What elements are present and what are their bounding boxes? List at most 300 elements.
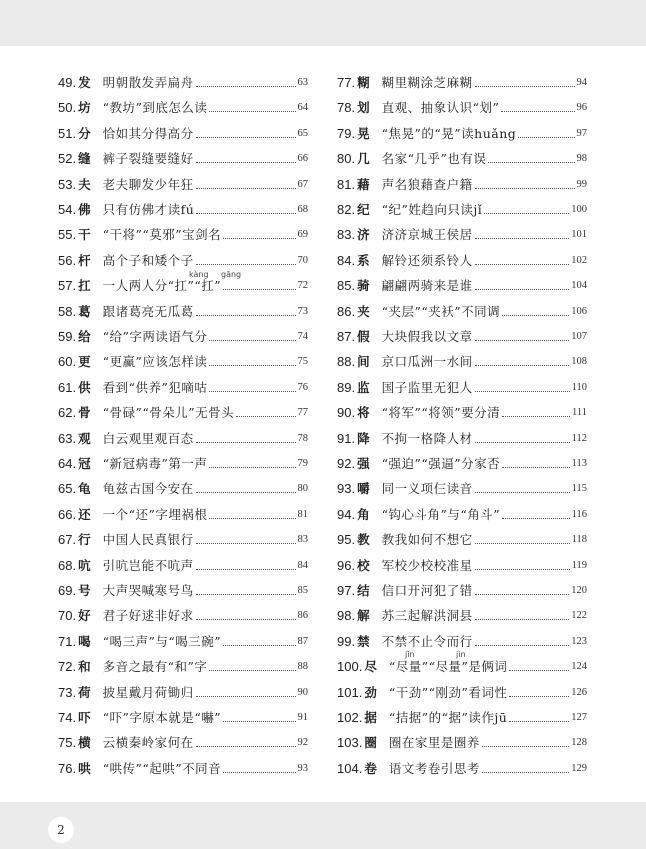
entry-page-number: 78 bbox=[297, 432, 308, 444]
toc-entry[interactable] bbox=[337, 580, 587, 600]
toc-entry[interactable] bbox=[337, 123, 587, 143]
entry-page-number: 104 bbox=[571, 280, 587, 292]
entry-character: 禁 bbox=[357, 633, 370, 649]
entry-page-number: 94 bbox=[576, 77, 587, 88]
entry-page-number: 75 bbox=[297, 356, 308, 368]
entry-title: 君子好逑非好求 bbox=[102, 608, 194, 624]
entry-title: 不拘一格降人材 bbox=[381, 430, 473, 446]
toc-entry[interactable] bbox=[337, 377, 587, 397]
dot-leader bbox=[196, 137, 296, 138]
dot-leader bbox=[475, 289, 570, 290]
entry-character: 监 bbox=[357, 379, 370, 395]
entry-character: 解 bbox=[357, 608, 370, 624]
toc-entry[interactable] bbox=[337, 707, 587, 727]
entry-page-number: 81 bbox=[297, 508, 308, 520]
entry-page-number: 77 bbox=[297, 407, 308, 419]
entry-character: 吭 bbox=[78, 557, 91, 573]
entry-page-number: 108 bbox=[571, 356, 587, 368]
entry-number: 64. bbox=[58, 456, 77, 471]
toc-entry[interactable] bbox=[58, 631, 308, 651]
toc-entry[interactable] bbox=[337, 224, 587, 244]
entry-title: 苏三起解洪洞县 bbox=[381, 608, 473, 624]
entry-character: 还 bbox=[78, 506, 91, 522]
dot-leader bbox=[196, 86, 296, 87]
entry-page-number: 122 bbox=[571, 610, 587, 622]
entry-title: “纪”姓趋向只读jǐ bbox=[381, 202, 483, 217]
entry-character: 夹 bbox=[357, 303, 370, 319]
toc-entry[interactable] bbox=[58, 707, 308, 727]
entry-title: 济济京城王侯居 bbox=[381, 227, 473, 243]
dot-leader bbox=[196, 569, 296, 570]
entry-character: 喝 bbox=[78, 633, 91, 649]
toc-entry[interactable] bbox=[337, 428, 587, 448]
entry-title: 大块假我以文章 bbox=[381, 329, 473, 344]
entry-number: 49. bbox=[58, 75, 77, 90]
toc-entry[interactable] bbox=[337, 732, 587, 752]
entry-number: 62. bbox=[58, 405, 77, 421]
entry-character: 给 bbox=[78, 329, 91, 344]
toc-entry[interactable] bbox=[58, 72, 308, 92]
entry-title: 解铃还须系铃人 bbox=[381, 252, 473, 268]
toc-entry[interactable] bbox=[58, 275, 308, 295]
toc-entry[interactable] bbox=[58, 682, 308, 702]
entry-number: 95. bbox=[337, 532, 356, 548]
toc-entry[interactable] bbox=[337, 174, 587, 194]
toc-entry[interactable] bbox=[337, 631, 587, 651]
entry-number: 73. bbox=[58, 684, 77, 700]
toc-entry[interactable] bbox=[337, 275, 587, 295]
entry-page-number: 64 bbox=[297, 102, 308, 114]
entry-page-number: 73 bbox=[297, 305, 308, 317]
entry-number: 60. bbox=[58, 354, 77, 370]
entry-page-number: 128 bbox=[571, 737, 587, 749]
entry-character: 骨 bbox=[78, 405, 91, 421]
entry-page-number: 66 bbox=[297, 153, 308, 165]
entry-title: “尽量”“尽量”是俩词 bbox=[388, 659, 508, 675]
dot-leader bbox=[196, 594, 296, 595]
entry-character: 纪 bbox=[357, 202, 370, 217]
entry-title: 只有仿佛才读fú bbox=[102, 202, 195, 217]
dot-leader bbox=[475, 264, 570, 265]
entry-number: 103. bbox=[337, 735, 363, 751]
dot-leader bbox=[475, 543, 570, 544]
entry-number: 65. bbox=[58, 481, 77, 497]
toc-entry[interactable] bbox=[337, 402, 587, 422]
entry-number: 76. bbox=[58, 760, 77, 776]
entry-page-number: 107 bbox=[571, 331, 587, 342]
dot-leader bbox=[475, 619, 570, 620]
entry-number: 57. bbox=[58, 278, 77, 294]
entry-title: 声名狼藉查户籍 bbox=[381, 176, 473, 192]
toc-entry[interactable] bbox=[337, 555, 587, 575]
dot-leader bbox=[475, 492, 570, 493]
toc-entry[interactable] bbox=[337, 97, 587, 117]
dot-leader bbox=[475, 569, 570, 570]
toc-entry[interactable] bbox=[58, 224, 308, 244]
entry-title: 圈在家里是圈养 bbox=[388, 735, 480, 751]
dot-leader bbox=[518, 137, 574, 138]
entry-page-number: 91 bbox=[297, 712, 308, 723]
dot-leader bbox=[223, 772, 295, 773]
entry-page-number: 126 bbox=[571, 686, 587, 698]
toc-entry[interactable] bbox=[337, 148, 587, 168]
dot-leader bbox=[502, 467, 569, 468]
entry-character: 将 bbox=[357, 405, 370, 421]
toc-entry[interactable] bbox=[337, 478, 587, 498]
dot-leader bbox=[209, 670, 295, 671]
dot-leader bbox=[482, 746, 569, 747]
entry-page-number: 86 bbox=[297, 610, 308, 622]
toc-entry[interactable] bbox=[58, 428, 308, 448]
toc-entry[interactable] bbox=[337, 250, 587, 270]
toc-entry[interactable] bbox=[58, 148, 308, 168]
entry-character: 更 bbox=[78, 354, 91, 370]
entry-number: 63. bbox=[58, 430, 77, 446]
dot-leader bbox=[196, 264, 296, 265]
toc-entry[interactable] bbox=[337, 605, 587, 625]
entry-character: 教 bbox=[357, 532, 370, 548]
toc-entry[interactable] bbox=[58, 504, 308, 524]
entry-character: 卷 bbox=[364, 760, 377, 776]
entry-character: 间 bbox=[357, 354, 370, 370]
toc-entry[interactable] bbox=[58, 174, 308, 194]
toc-entry[interactable] bbox=[337, 199, 587, 219]
entry-title: 披星戴月荷锄归 bbox=[102, 684, 194, 700]
entry-title: 恰如其分得高分 bbox=[102, 125, 194, 141]
entry-number: 80. bbox=[337, 151, 356, 167]
dot-leader bbox=[502, 416, 570, 417]
entry-number: 84. bbox=[337, 252, 356, 268]
entry-page-number: 70 bbox=[297, 254, 308, 266]
entry-character: 结 bbox=[357, 583, 370, 598]
dot-leader bbox=[475, 340, 570, 341]
entry-number: 93. bbox=[337, 481, 356, 497]
toc-entry[interactable] bbox=[58, 555, 308, 575]
entry-page-number: 112 bbox=[571, 432, 587, 444]
entry-page-number: 101 bbox=[571, 229, 587, 241]
entry-character: 和 bbox=[78, 659, 91, 675]
entry-page-number: 99 bbox=[576, 178, 587, 190]
dot-leader bbox=[209, 391, 295, 392]
toc-entry[interactable] bbox=[58, 656, 308, 676]
entry-character: 好 bbox=[78, 608, 91, 624]
entry-character: 糊 bbox=[357, 75, 370, 90]
toc-entry[interactable] bbox=[58, 732, 308, 752]
entry-number: 83. bbox=[337, 227, 356, 243]
entry-number: 82. bbox=[337, 202, 356, 217]
entry-character: 嚼 bbox=[357, 481, 370, 497]
entry-title: “钩心斗角”与“角斗” bbox=[381, 506, 501, 522]
entry-page-number: 84 bbox=[297, 559, 308, 571]
entry-number: 71. bbox=[58, 633, 77, 649]
dot-leader bbox=[509, 670, 569, 671]
entry-character: 冠 bbox=[78, 456, 91, 471]
toc-entry[interactable] bbox=[58, 97, 308, 117]
dot-leader bbox=[502, 315, 569, 316]
dot-leader bbox=[209, 340, 295, 341]
dot-leader bbox=[475, 188, 575, 189]
entry-number: 72. bbox=[58, 659, 77, 675]
toc-entry[interactable] bbox=[58, 199, 308, 219]
entry-title: “更赢”应该怎样读 bbox=[102, 354, 208, 370]
toc-entry[interactable] bbox=[337, 758, 587, 778]
entry-number: 90. bbox=[337, 405, 356, 421]
entry-title: 看到“供养”犯嘀咕 bbox=[102, 379, 208, 395]
entry-page-number: 80 bbox=[297, 483, 308, 495]
toc-entry[interactable] bbox=[337, 682, 587, 702]
dot-leader bbox=[196, 619, 296, 620]
dot-leader bbox=[475, 365, 570, 366]
entry-title: 云横秦岭家何在 bbox=[102, 735, 194, 751]
entry-number: 56. bbox=[58, 252, 77, 268]
entry-character: 劲 bbox=[364, 684, 377, 700]
entry-number: 98. bbox=[337, 608, 356, 624]
entry-character: 济 bbox=[357, 227, 370, 243]
entry-character: 哄 bbox=[78, 760, 91, 776]
entry-page-number: 116 bbox=[571, 508, 587, 520]
entry-character: 扛 bbox=[78, 278, 91, 294]
toc-entry[interactable] bbox=[337, 351, 587, 371]
dot-leader bbox=[509, 721, 569, 722]
dot-leader bbox=[475, 442, 570, 443]
entry-page-number: 92 bbox=[297, 737, 308, 749]
entry-number: 94. bbox=[337, 506, 356, 522]
toc-entry[interactable] bbox=[337, 301, 587, 321]
entry-title: 直观、抽象认识“划” bbox=[381, 100, 500, 116]
entry-number: 91. bbox=[337, 430, 356, 446]
toc-entry[interactable] bbox=[58, 453, 308, 473]
entry-page-number: 123 bbox=[571, 635, 587, 647]
dot-leader bbox=[509, 696, 569, 697]
dot-leader bbox=[196, 162, 296, 163]
entry-number: 59. bbox=[58, 329, 77, 344]
toc-entry[interactable] bbox=[58, 123, 308, 143]
entry-page-number: 67 bbox=[297, 178, 308, 190]
toc-entry[interactable] bbox=[58, 758, 308, 778]
entry-title: “吓”字原本就是“嚇” bbox=[102, 710, 222, 725]
entry-title: 多音之最有“和”字 bbox=[102, 659, 208, 675]
entry-number: 55. bbox=[58, 227, 77, 243]
entry-page-number: 113 bbox=[571, 458, 587, 469]
entry-title: 大声哭喊寒号鸟 bbox=[102, 583, 194, 598]
entry-character: 荷 bbox=[78, 684, 91, 700]
entry-page-number: 129 bbox=[571, 762, 587, 774]
entry-title: 糊里糊涂芝麻糊 bbox=[381, 75, 473, 90]
entry-character: 坊 bbox=[78, 100, 91, 116]
entry-title: “夹层”“夹袄”不同调 bbox=[381, 303, 501, 319]
entry-character: 横 bbox=[78, 735, 91, 751]
entry-character: 几 bbox=[357, 151, 370, 167]
entry-number: 52. bbox=[58, 151, 77, 167]
entry-title: 明朝散发弄扁舟 bbox=[102, 75, 194, 90]
entry-title: 裤子裂缝要缝好 bbox=[102, 151, 194, 167]
entry-title: “教坊”到底怎么读 bbox=[102, 100, 208, 116]
entry-page-number: 115 bbox=[571, 483, 587, 495]
entry-number: 85. bbox=[337, 278, 356, 294]
entry-number: 92. bbox=[337, 456, 356, 471]
entry-title: “将军”“将领”要分清 bbox=[381, 405, 501, 421]
entry-character: 降 bbox=[357, 430, 370, 446]
dot-leader bbox=[196, 696, 296, 697]
toc-entry[interactable] bbox=[58, 580, 308, 600]
toc-entry[interactable] bbox=[337, 326, 587, 346]
entry-character: 佛 bbox=[78, 202, 91, 217]
toc-entry[interactable] bbox=[337, 453, 587, 473]
dot-leader bbox=[475, 391, 570, 392]
toc-entry[interactable] bbox=[337, 529, 587, 549]
entry-title: 不禁不止令而行 bbox=[381, 633, 473, 649]
toc-entry[interactable] bbox=[58, 478, 308, 498]
entry-title: 白云观里观百态 bbox=[102, 430, 194, 446]
toc-entry[interactable] bbox=[58, 529, 308, 549]
entry-title: “干劲”“刚劲”看词性 bbox=[388, 684, 508, 700]
toc-entry[interactable] bbox=[58, 402, 308, 422]
entry-number: 100. bbox=[337, 659, 363, 675]
toc-entry[interactable] bbox=[337, 72, 587, 92]
dot-leader bbox=[482, 772, 569, 773]
entry-character: 藉 bbox=[357, 176, 370, 192]
entry-title: “拮据”的“据”读作jū bbox=[388, 710, 508, 725]
entry-number: 75. bbox=[58, 735, 77, 751]
entry-title: 龟兹古国今安在 bbox=[102, 481, 194, 497]
bottom-band bbox=[0, 802, 646, 849]
top-band bbox=[0, 0, 646, 46]
dot-leader bbox=[209, 518, 295, 519]
entry-number: 102. bbox=[337, 710, 363, 725]
entry-title: 老夫聊发少年狂 bbox=[102, 176, 194, 192]
entry-number: 68. bbox=[58, 557, 77, 573]
pinyin-annotation: jìn bbox=[456, 650, 466, 659]
entry-number: 50. bbox=[58, 100, 77, 116]
toc-entry[interactable] bbox=[337, 504, 587, 524]
entry-number: 101. bbox=[337, 684, 363, 700]
dot-leader bbox=[236, 416, 295, 417]
entry-page-number: 79 bbox=[297, 458, 308, 469]
entry-title: 一人两人分“扛”“扛” bbox=[102, 278, 222, 294]
entry-page-number: 106 bbox=[571, 305, 587, 317]
entry-page-number: 88 bbox=[297, 661, 308, 673]
entry-character: 观 bbox=[78, 430, 91, 446]
entry-title: “焦晃”的“晃”读huǎng bbox=[381, 125, 517, 141]
entry-character: 据 bbox=[364, 710, 377, 725]
dot-leader bbox=[209, 365, 295, 366]
entry-character: 发 bbox=[78, 75, 91, 90]
entry-title: 同一义项仨读音 bbox=[381, 481, 473, 497]
entry-title: “喝三声”与“喝三碗” bbox=[102, 633, 222, 649]
entry-number: 67. bbox=[58, 532, 77, 548]
entry-title: 军校少校校准星 bbox=[381, 557, 473, 573]
dot-leader bbox=[501, 111, 574, 112]
entry-number: 77. bbox=[337, 75, 356, 90]
entry-number: 96. bbox=[337, 557, 356, 573]
entry-page-number: 87 bbox=[297, 635, 308, 647]
dot-leader bbox=[475, 645, 570, 646]
entry-number: 51. bbox=[58, 125, 77, 141]
toc-entry[interactable] bbox=[58, 250, 308, 270]
entry-number: 54. bbox=[58, 202, 77, 217]
entry-character: 强 bbox=[357, 456, 370, 471]
entry-title: 国子监里无犯人 bbox=[381, 379, 473, 395]
entry-title: 中国人民真银行 bbox=[102, 532, 194, 548]
entry-number: 104. bbox=[337, 760, 363, 776]
entry-page-number: 110 bbox=[571, 381, 587, 393]
entry-character: 缝 bbox=[78, 151, 91, 167]
dot-leader bbox=[223, 645, 295, 646]
entry-page-number: 97 bbox=[576, 127, 587, 139]
entry-character: 系 bbox=[357, 252, 370, 268]
entry-character: 号 bbox=[78, 583, 91, 598]
entry-page-number: 68 bbox=[297, 204, 308, 215]
entry-number: 66. bbox=[58, 506, 77, 522]
dot-leader bbox=[196, 442, 296, 443]
entry-page-number: 111 bbox=[572, 407, 587, 419]
toc-entry[interactable] bbox=[337, 656, 587, 676]
entry-character: 晃 bbox=[357, 125, 370, 141]
toc-entry[interactable] bbox=[58, 301, 308, 321]
entry-title: 京口瓜洲一水间 bbox=[381, 354, 473, 370]
entry-number: 70. bbox=[58, 608, 77, 624]
entry-number: 78. bbox=[337, 100, 356, 116]
entry-page-number: 76 bbox=[297, 381, 308, 393]
toc-entry[interactable] bbox=[58, 605, 308, 625]
toc-entry[interactable] bbox=[58, 326, 308, 346]
pinyin-annotation: kàng bbox=[189, 270, 209, 279]
dot-leader bbox=[502, 518, 569, 519]
pinyin-annotation: gāng bbox=[221, 270, 242, 279]
entry-title: 名家“几乎”也有误 bbox=[381, 151, 487, 167]
entry-character: 尽 bbox=[364, 659, 377, 675]
entry-title: “新冠病毒”第一声 bbox=[102, 456, 208, 471]
page-number: 2 bbox=[48, 817, 74, 843]
entry-character: 角 bbox=[357, 506, 370, 522]
toc-entry[interactable] bbox=[58, 377, 308, 397]
entry-title: 引吭岂能不吭声 bbox=[102, 557, 194, 573]
entry-page-number: 119 bbox=[571, 559, 587, 571]
entry-page-number: 127 bbox=[571, 712, 587, 723]
entry-character: 龟 bbox=[78, 481, 91, 497]
entry-number: 61. bbox=[58, 379, 77, 395]
entry-page-number: 65 bbox=[297, 127, 308, 139]
entry-number: 53. bbox=[58, 176, 77, 192]
entry-title: 信口开河犯了错 bbox=[381, 583, 473, 598]
dot-leader bbox=[196, 746, 296, 747]
dot-leader bbox=[196, 315, 296, 316]
entry-page-number: 85 bbox=[297, 585, 308, 596]
dot-leader bbox=[196, 492, 296, 493]
entry-title: 语文考卷引思考 bbox=[388, 760, 480, 776]
entry-character: 吓 bbox=[78, 710, 91, 725]
entry-title: 跟诸葛亮无瓜葛 bbox=[102, 303, 194, 319]
dot-leader bbox=[209, 467, 295, 468]
entry-character: 划 bbox=[357, 100, 370, 116]
entry-title: “干将”“莫邪”宝剑名 bbox=[102, 227, 222, 243]
entry-title: 高个子和矮个子 bbox=[102, 252, 194, 268]
entry-number: 89. bbox=[337, 379, 356, 395]
entry-page-number: 124 bbox=[571, 661, 587, 673]
pinyin-annotation: jǐn bbox=[405, 650, 415, 659]
entry-page-number: 118 bbox=[571, 534, 587, 546]
entry-number: 97. bbox=[337, 583, 356, 598]
entry-title: 教我如何不想它 bbox=[381, 532, 473, 548]
entry-character: 行 bbox=[78, 532, 91, 548]
entry-number: 88. bbox=[337, 354, 356, 370]
toc-entry[interactable] bbox=[58, 351, 308, 371]
entry-character: 供 bbox=[78, 379, 91, 395]
entry-character: 葛 bbox=[78, 303, 91, 319]
entry-character: 校 bbox=[357, 557, 370, 573]
entry-number: 69. bbox=[58, 583, 77, 598]
entry-number: 74. bbox=[58, 710, 77, 725]
